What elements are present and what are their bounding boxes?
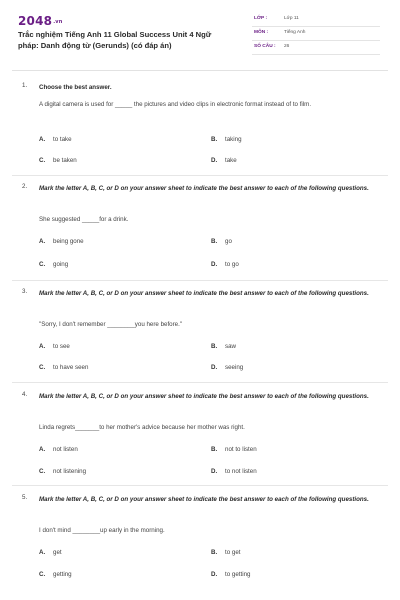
question-divider [12,280,388,281]
site-logo[interactable]: 2048.vn [18,14,63,28]
meta-label: MÔN : [254,30,269,35]
option-d[interactable]: D. to go [211,261,239,268]
question-prompt: Mark the letter A, B, C, or D on your answer sheet to indicate the best answer to each of the following questions. [39,393,369,400]
question-prompt: Mark the letter A, B, C, or D on your answer sheet to indicate the best answer to each of the following questions. [39,185,369,192]
header-divider [12,70,388,71]
option-a[interactable]: A. to take [39,136,72,143]
option-b[interactable]: B. go [211,238,232,245]
option-c[interactable]: C. be taken [39,157,77,164]
option-b[interactable]: B. taking [211,136,242,143]
option-c[interactable]: C. not listening [39,468,87,475]
meta-label: SỐ CÂU : [254,44,276,49]
option-c[interactable]: C. to have seen [39,364,89,371]
option-a[interactable]: A. get [39,549,62,556]
meta-subject [252,28,380,41]
question-divider [12,175,388,176]
question-number: 4. [22,391,28,398]
option-d[interactable]: D. seeing [211,364,244,371]
option-d[interactable]: D. to not listen [211,468,257,475]
question-sentence: Linda regrets_______to her mother's advice because her mother was right. [39,424,245,431]
meta-value: 26 [284,44,290,49]
question-divider [12,382,388,383]
meta-value: Lớp 11 [284,16,299,21]
option-d[interactable]: D. to getting [211,571,251,578]
option-a[interactable]: A. being gone [39,238,84,245]
meta-label: LỚP : [254,16,268,21]
option-b[interactable]: B. not to listen [211,446,257,453]
question-prompt: Mark the letter A, B, C, or D on your answer sheet to indicate the best answer to each of the following questions. [39,290,369,297]
page-title: Trắc nghiệm Tiếng Anh 11 Global Success Unit 4 Ngữ pháp: Danh động từ (Gerunds) (có đáp án) [18,30,212,50]
question-prompt: Choose the best answer. [39,84,112,91]
meta-question-count [252,42,380,55]
question-number: 2. [22,183,28,190]
meta-class [252,14,380,27]
question-prompt: Mark the letter A, B, C, or D on your answer sheet to indicate the best answer to each of the following questions. [39,496,369,503]
question-number: 3. [22,288,28,295]
meta-value: Tiếng Anh [284,30,306,35]
option-b[interactable]: B. to get [211,549,241,556]
question-number: 1. [22,82,28,89]
option-a[interactable]: A. to see [39,343,70,350]
question-divider [12,485,388,486]
option-d[interactable]: D. take [211,157,237,164]
option-b[interactable]: B. saw [211,343,237,350]
question-sentence: I don't mind ________up early in the morning. [39,527,165,534]
header [0,0,400,62]
question-number: 5. [22,494,28,501]
option-c[interactable]: C. getting [39,571,72,578]
question-sentence: A digital camera is used for _____ the pictures and video clips in electronic format instead of to film. [39,101,312,108]
question-sentence: "Sorry, I don't remember ________you here before." [39,321,183,328]
option-a[interactable]: A. not listen [39,446,78,453]
option-c[interactable]: C. going [39,261,69,268]
question-sentence: She suggested _____for a drink. [39,216,129,223]
